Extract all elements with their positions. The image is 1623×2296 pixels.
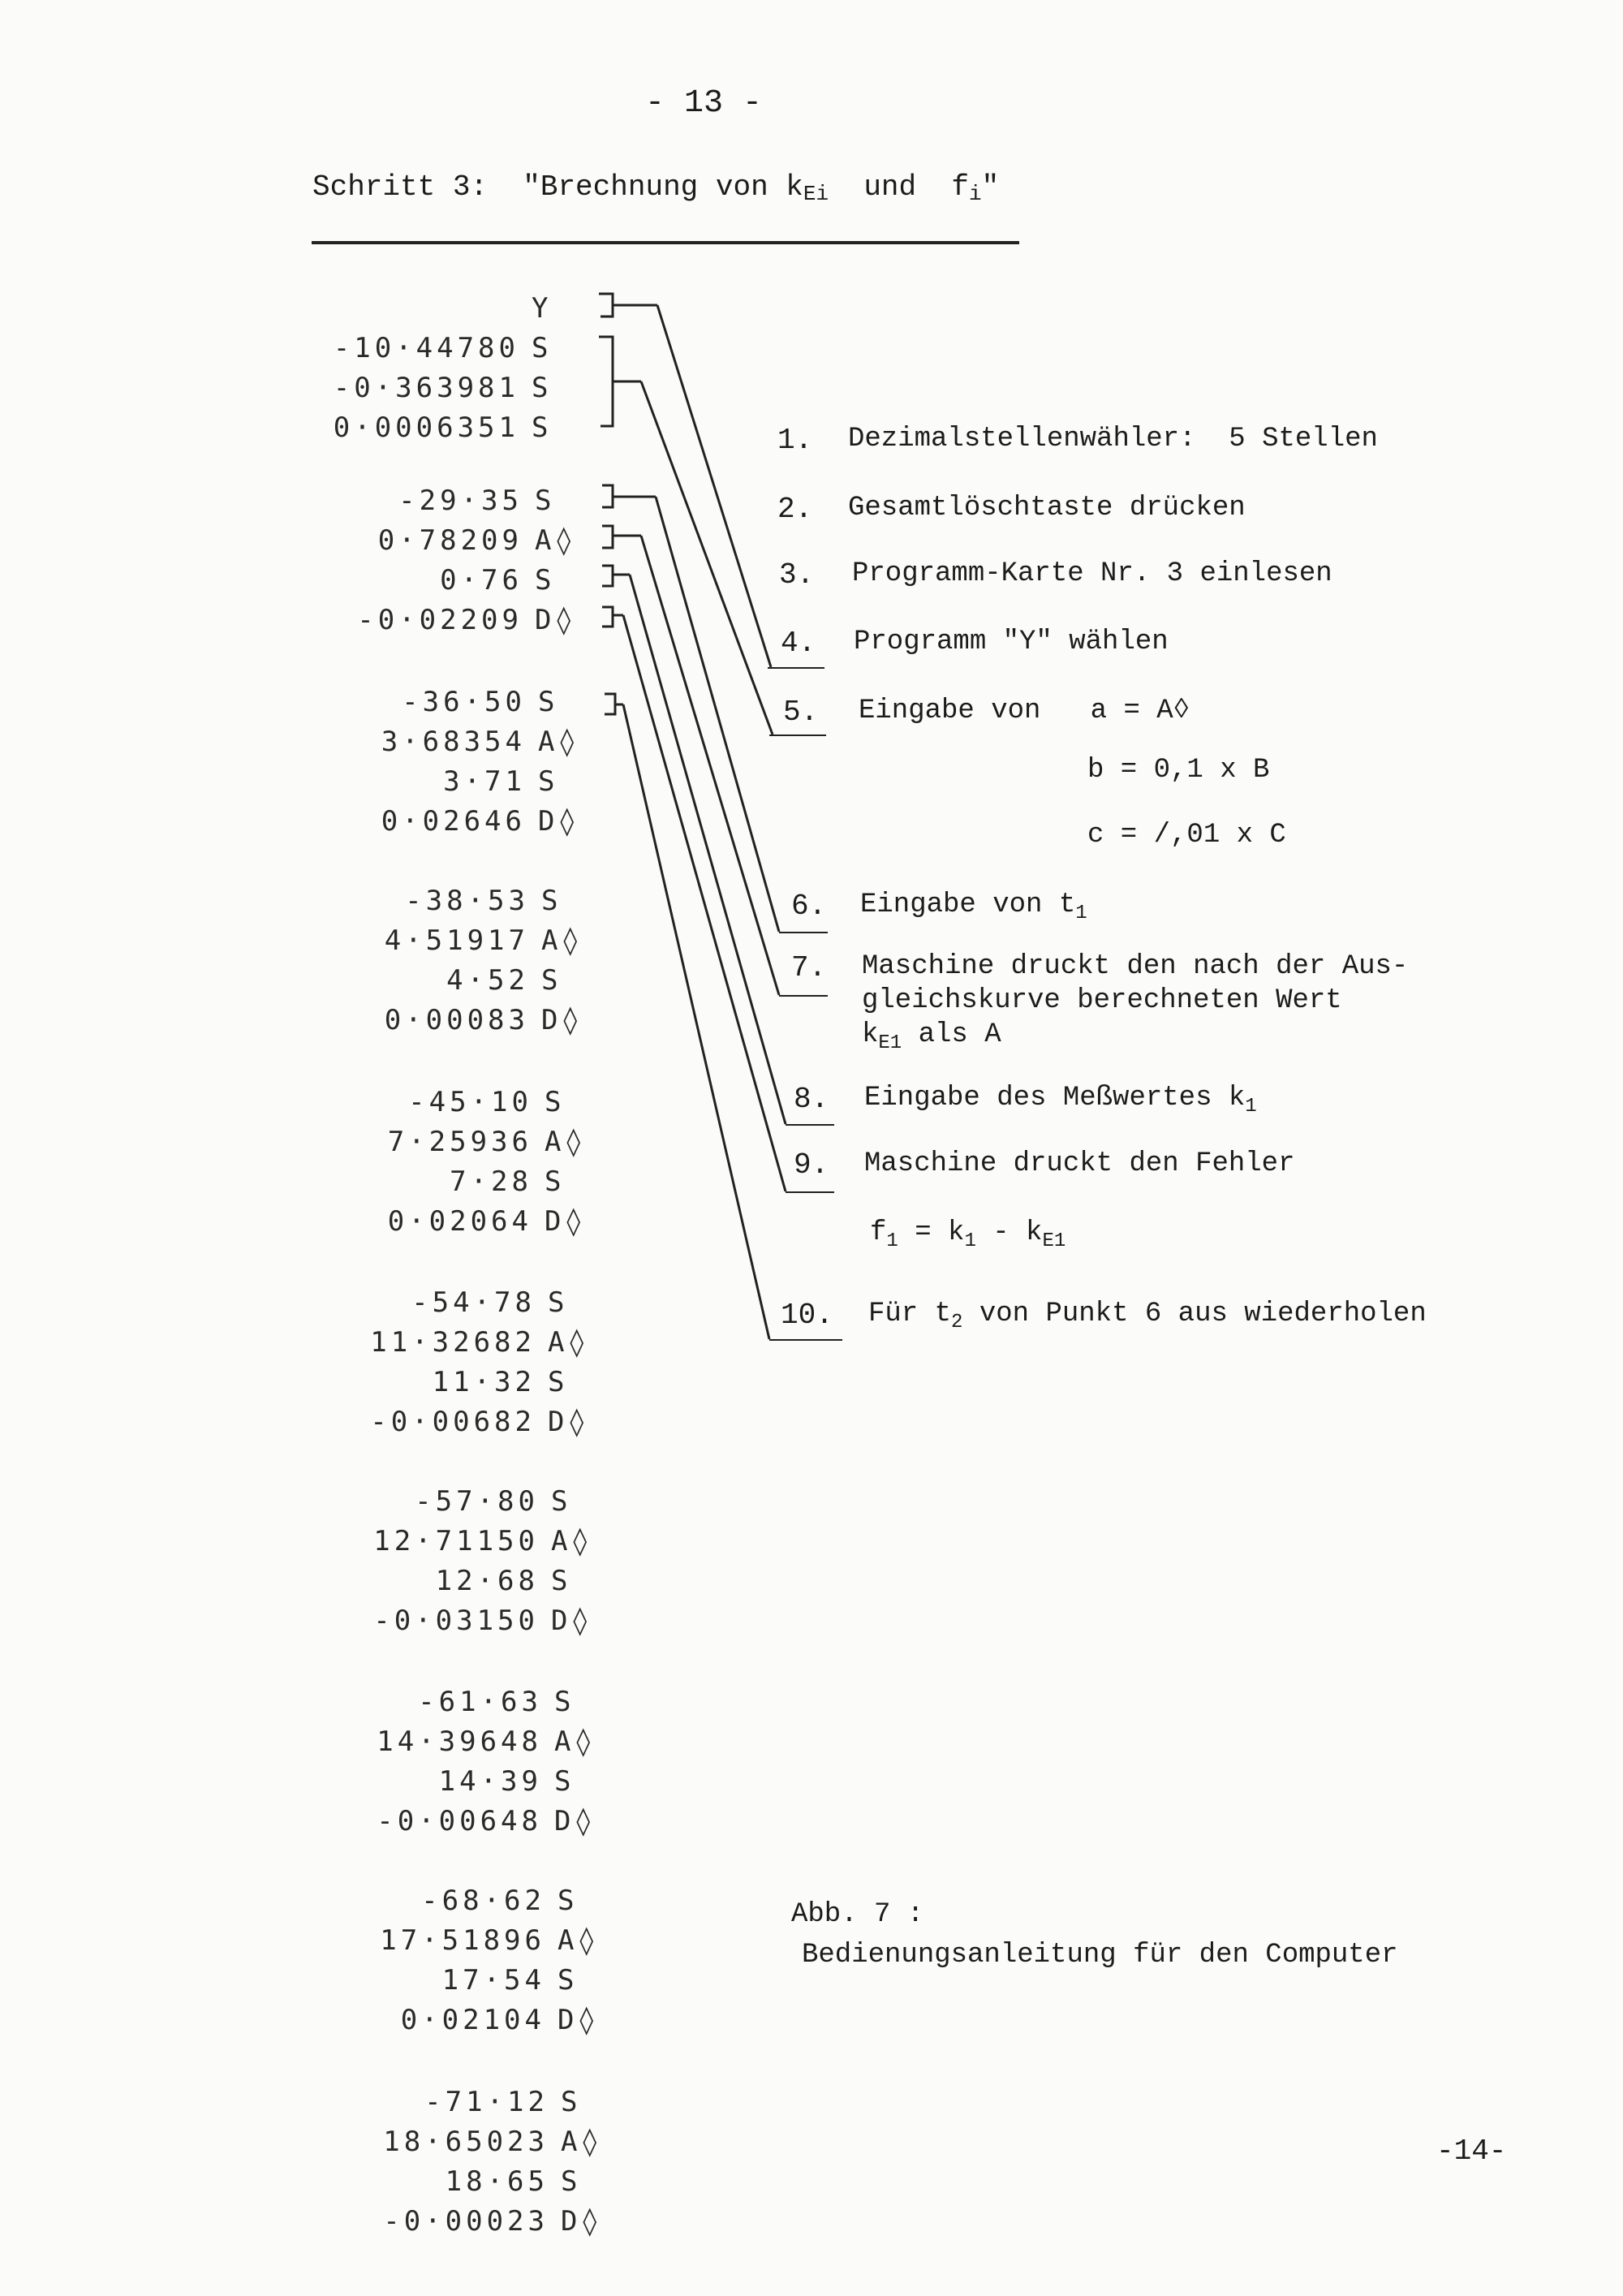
- bracket-ke1: [602, 526, 641, 548]
- tape-code: D◊: [541, 1004, 583, 1036]
- bracket-group-3: [605, 694, 623, 714]
- tape-code: D◊: [545, 1205, 586, 1238]
- step-text: Programm-Karte Nr. 3 einlesen: [852, 558, 1332, 589]
- step-number-underline: [779, 995, 828, 997]
- step-number: 4.: [781, 627, 816, 660]
- tape-code: A◊: [554, 1725, 596, 1758]
- step-number-underline: [768, 667, 824, 669]
- tape-code: A◊: [541, 924, 583, 957]
- step-number-underline: [786, 1124, 834, 1126]
- tape-code: S: [535, 485, 556, 517]
- bracket-k1: [602, 566, 630, 586]
- tape-value: -0·363981: [333, 372, 519, 404]
- heading-subscript-ei: Ei: [803, 182, 829, 206]
- tape-value: 14·39648: [377, 1725, 542, 1758]
- step-number-underline: [769, 734, 826, 736]
- tape-value: 4·52: [446, 964, 529, 997]
- step-after: als A: [902, 1019, 1001, 1050]
- tape-value: -61·63: [418, 1686, 542, 1718]
- step-text: [852, 558, 1332, 589]
- step-sub2: 1: [964, 1230, 976, 1252]
- bracket-y: [599, 294, 657, 317]
- next-page-marker: -14-: [1436, 2134, 1507, 2168]
- tape-value: 0·78209: [377, 524, 523, 557]
- step-text: f: [870, 1217, 887, 1248]
- tape-code: S: [538, 686, 559, 718]
- step-number-underline: [769, 1339, 842, 1341]
- tape-value: -0·00682: [370, 1406, 536, 1438]
- step-number: 8.: [794, 1083, 829, 1116]
- tape-value: -29·35: [398, 485, 523, 517]
- tape-value: 18·65023: [383, 2126, 549, 2158]
- step-number: 9.: [794, 1148, 829, 1182]
- tape-value: 18·65: [445, 2165, 549, 2198]
- step-number: 6.: [791, 890, 827, 923]
- bracket-f1: [602, 607, 623, 627]
- step-text: Für t: [868, 1299, 952, 1329]
- tape-code: S: [554, 1765, 575, 1798]
- tape-value: 0·00083: [384, 1004, 529, 1036]
- tape-code: S: [545, 1086, 566, 1118]
- tape-value: 4·51917: [384, 924, 529, 957]
- tape-value: -10·44780: [333, 332, 519, 364]
- tape-value: 0·02646: [381, 805, 526, 838]
- step-number-underline: [786, 1191, 834, 1193]
- tape-value: -0·02209: [357, 604, 523, 636]
- step-text: c = /,01 x C: [1087, 820, 1286, 851]
- tape-value: -45·10: [408, 1086, 532, 1118]
- step-sub: 1: [1075, 902, 1087, 924]
- step-sub: E1: [878, 1032, 902, 1054]
- tape-code: D◊: [561, 2205, 602, 2238]
- step-text: [864, 1148, 1295, 1179]
- bracket-t1: [602, 485, 656, 507]
- step-text: Programm "Y" wählen: [854, 627, 1169, 657]
- page-number: - 13 -: [645, 85, 763, 122]
- tape-value: -36·50: [402, 686, 526, 718]
- tape-code: Y: [532, 292, 553, 325]
- tape-code: S: [558, 1964, 579, 1997]
- step-text: [848, 424, 1378, 454]
- tape-value: 7·28: [450, 1165, 532, 1198]
- tape-value: 12·71150: [373, 1525, 539, 1557]
- step-text: Maschine druckt den Fehler: [864, 1148, 1295, 1179]
- tape-code: S: [538, 765, 559, 798]
- tape-code: S: [548, 1286, 569, 1319]
- tape-value: 17·54: [441, 1964, 545, 1997]
- tape-code: S: [541, 964, 562, 997]
- step-number: 1.: [777, 424, 813, 457]
- step-sub: 1: [1245, 1096, 1257, 1118]
- step-text: [854, 627, 1169, 657]
- step-text: b = 0,1 x B: [1087, 755, 1270, 786]
- tape-code: D◊: [538, 805, 579, 838]
- step-sub: 1: [886, 1230, 898, 1252]
- step-text: [862, 951, 1408, 982]
- tape-code: A◊: [558, 1924, 599, 1957]
- step-text: gleichskurve berechneten Wert: [862, 985, 1342, 1016]
- tape-value: 12·68: [435, 1565, 539, 1597]
- tape-value: 0·02104: [400, 2004, 545, 2036]
- tape-code: S: [561, 2165, 582, 2198]
- step-text: [862, 1019, 1001, 1054]
- tape-value: -0·03150: [373, 1605, 539, 1637]
- tape-value: 17·51896: [380, 1924, 545, 1957]
- tape-code: S: [551, 1565, 572, 1597]
- step-text: [1087, 820, 1286, 851]
- step-number: 3.: [779, 558, 815, 592]
- heading-suffix: ": [981, 170, 1000, 204]
- tape-code: S: [558, 1885, 579, 1917]
- step-number: 2.: [777, 493, 813, 526]
- step-sub3: E1: [1042, 1230, 1066, 1252]
- tape-code: S: [541, 885, 562, 917]
- tape-value: -0·00648: [377, 1805, 542, 1837]
- tape-code: A◊: [538, 726, 579, 758]
- tape-code: A◊: [548, 1326, 589, 1359]
- step-text: Gesamtlöschtaste drücken: [848, 493, 1246, 523]
- tape-value: 0·02064: [387, 1205, 532, 1238]
- step-text: [862, 985, 1342, 1016]
- step-text: Eingabe von a = A◊: [859, 696, 1190, 726]
- step-text: k: [862, 1019, 879, 1050]
- step-text: Eingabe von t: [860, 890, 1076, 920]
- heading-subscript-i: i: [968, 182, 982, 206]
- connector-to-step-8: [630, 575, 786, 1124]
- tape-code: S: [532, 332, 553, 364]
- figure-caption: Bedienungsanleitung für den Computer: [802, 1940, 1398, 1971]
- step-after2: - k: [975, 1217, 1043, 1248]
- tape-code: S: [561, 2086, 582, 2118]
- connector-to-step-6: [656, 497, 779, 932]
- step-text: [1087, 755, 1269, 786]
- tape-value: 0·0006351: [333, 411, 519, 444]
- tape-value: -38·53: [405, 885, 529, 917]
- tape-value: 0·76: [440, 564, 523, 597]
- step-number-underline: [779, 932, 828, 933]
- tape-value: -57·80: [415, 1485, 539, 1518]
- tape-code: S: [554, 1686, 575, 1718]
- connector-to-step-10: [623, 704, 769, 1339]
- step-text: Eingabe des Meßwertes k: [864, 1083, 1246, 1114]
- tape-code: A◊: [535, 524, 576, 557]
- tape-code: A◊: [561, 2126, 602, 2158]
- heading-mid: und f: [829, 170, 969, 204]
- step-text: Dezimalstellenwähler: 5 Stellen: [848, 424, 1378, 454]
- tape-value: 7·25936: [387, 1126, 532, 1158]
- step-after: = k: [898, 1217, 965, 1248]
- step-number: 7.: [791, 951, 827, 984]
- tape-value: 3·68354: [381, 726, 526, 758]
- tape-value: 14·39: [438, 1765, 542, 1798]
- step-number: 5.: [783, 696, 819, 729]
- tape-code: D◊: [548, 1406, 589, 1438]
- tape-value: -68·62: [421, 1885, 545, 1917]
- tape-value: -54·78: [411, 1286, 536, 1319]
- step-text: [859, 696, 1190, 726]
- tape-value: 3·71: [443, 765, 526, 798]
- tape-value: 11·32682: [370, 1326, 536, 1359]
- tape-code: A◊: [545, 1126, 586, 1158]
- step-text: Maschine druckt den nach der Aus-: [862, 951, 1409, 982]
- tape-code: S: [532, 411, 553, 444]
- step-number: 10.: [781, 1299, 833, 1332]
- tape-code: S: [535, 564, 556, 597]
- step-text: [860, 890, 1087, 924]
- tape-code: S: [545, 1165, 566, 1198]
- tape-code: A◊: [551, 1525, 592, 1557]
- tape-value: -0·00023: [383, 2205, 549, 2238]
- tape-code: D◊: [558, 2004, 599, 2036]
- tape-code: D◊: [554, 1805, 596, 1837]
- tape-code: S: [548, 1366, 569, 1398]
- step-sub: 2: [951, 1312, 963, 1333]
- step-text: [870, 1217, 1066, 1252]
- step-text: [864, 1083, 1257, 1118]
- bracket-coefficients: [599, 337, 641, 426]
- step-after: von Punkt 6 aus wiederholen: [962, 1299, 1427, 1329]
- tape-code: S: [532, 372, 553, 404]
- tape-value: -71·12: [424, 2086, 549, 2118]
- tape-code: S: [551, 1485, 572, 1518]
- step-text: [868, 1299, 1427, 1333]
- figure-label: Abb. 7 :: [791, 1899, 924, 1930]
- tape-value: 11·32: [432, 1366, 536, 1398]
- tape-code: D◊: [535, 604, 576, 636]
- connector-to-step-4: [657, 305, 771, 667]
- heading-prefix: Schritt 3: "Brechnung von k: [312, 170, 803, 204]
- tape-code: D◊: [551, 1605, 592, 1637]
- step-text: [848, 493, 1246, 523]
